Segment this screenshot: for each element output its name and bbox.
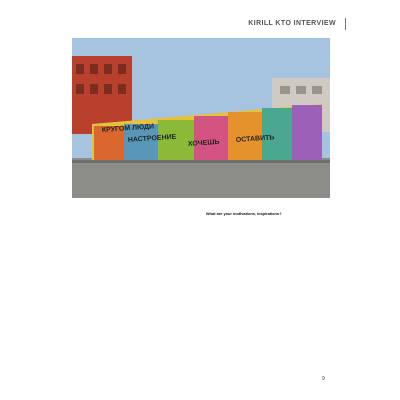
window-left (90, 84, 98, 94)
mural-block (292, 105, 322, 160)
window-left (90, 64, 98, 74)
window-left (118, 64, 126, 74)
window-right (280, 86, 290, 94)
article-body (74, 209, 328, 367)
page-header (0, 20, 400, 32)
article-column-right (206, 209, 328, 367)
header-divider-line (345, 18, 346, 30)
article-column-left (74, 209, 196, 367)
curb (72, 160, 330, 163)
mural-photo-illustration (72, 38, 330, 198)
running-header-title: KIRILL KTO INTERVIEW (248, 20, 336, 27)
photo-credit (72, 199, 330, 207)
window-right (312, 86, 322, 94)
window-left (76, 84, 84, 94)
window-left (104, 64, 112, 74)
mural-lettering: ХОЧЕШЬ (187, 138, 220, 148)
ground (72, 158, 330, 198)
page-number: 9 (322, 376, 325, 382)
window-left (118, 84, 126, 94)
interview-question: What are your motivations, inspirations? (206, 210, 282, 216)
mural-lettering: КРУГОМ ЛЮДИ (101, 123, 155, 134)
mural-block (194, 116, 228, 160)
window-left (76, 64, 84, 74)
mural-lettering: ОСТАВИТЬ (235, 134, 275, 144)
window-left (104, 84, 112, 94)
mural-photo (72, 38, 330, 198)
window-right (296, 86, 306, 94)
mural-lettering: НАСТРОЕНИЕ (127, 133, 177, 144)
